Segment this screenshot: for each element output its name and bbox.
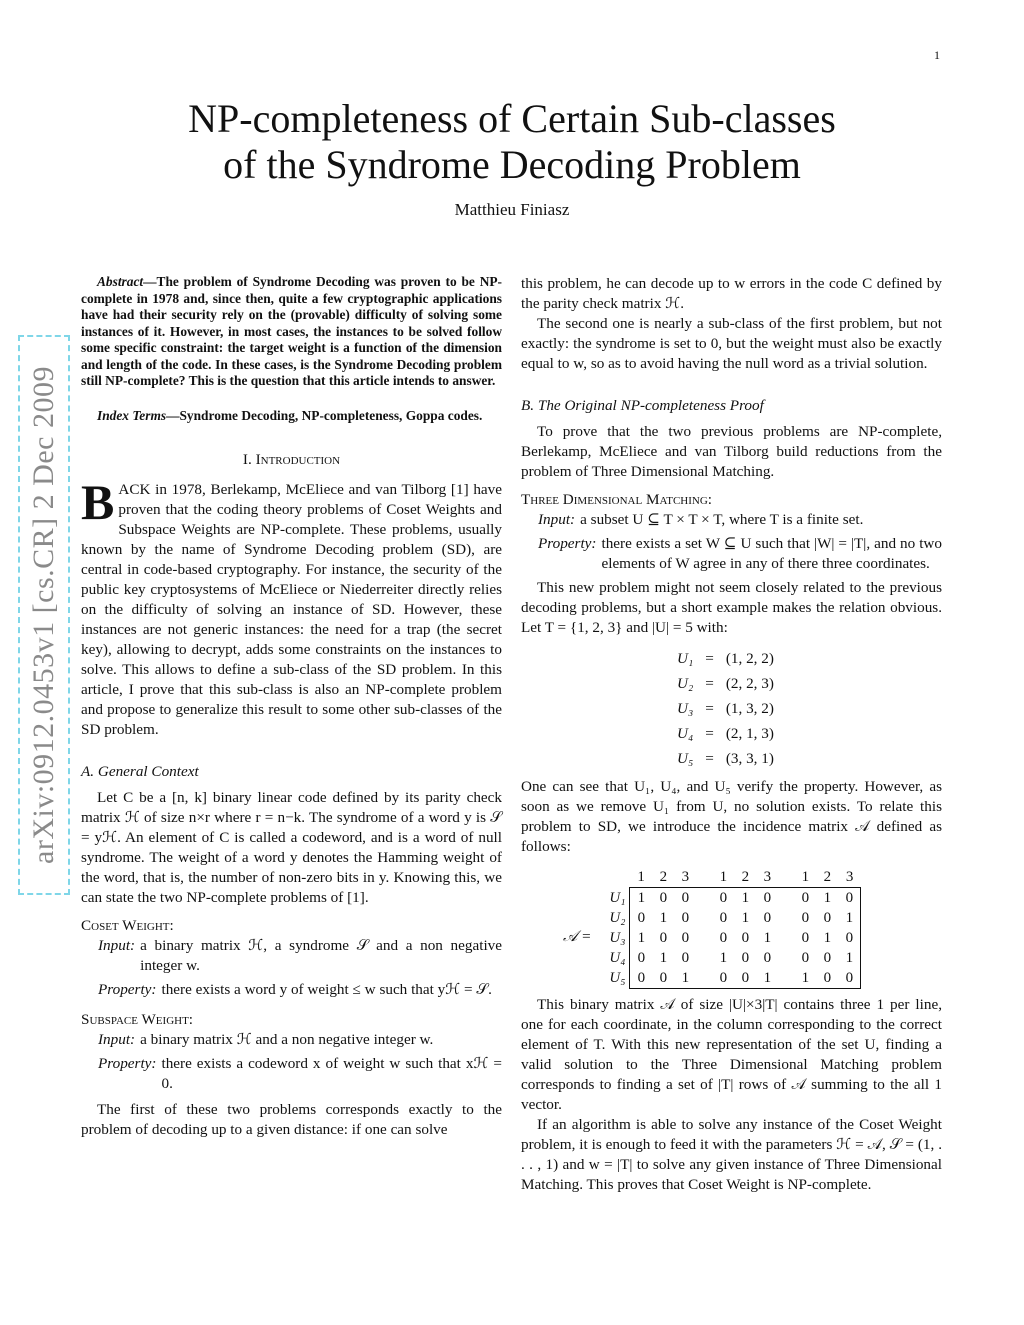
matrix-cell: 0 (734, 968, 756, 989)
matrix-cell: 0 (719, 910, 728, 926)
subspace-weight-problem (81, 1010, 502, 1094)
matrix-cell: 0 (823, 950, 832, 966)
matrix-cell: 0 (719, 930, 728, 946)
matrix-paragraph: This binary matrix 𝒜 of size |U|×3|T| contains three 1 per line, one for each coordinate, in the column corresponding to the correct element of T. With this new representation of the set U, finding a valid solution to the Three Dimensional Matching problem corresponds to finding a set of |T| rows of 𝒜 summing to the all 1 vector. (521, 996, 942, 1113)
subspace-property-label: Property: (98, 1055, 157, 1072)
index-terms (81, 408, 502, 425)
matrix-row (597, 908, 861, 928)
equation-lhs: U₂ (677, 675, 694, 692)
matrix-cell: 0 (652, 888, 674, 909)
equation-lhs: U₃ (677, 700, 694, 717)
matrix-cell: 0 (823, 910, 832, 926)
matrix-spacer (778, 888, 794, 909)
drop-cap: B (81, 474, 115, 530)
equation-lhs: U₁ (677, 650, 694, 667)
matrix-cell: 1 (734, 888, 756, 909)
matrix-cell: 0 (741, 950, 750, 966)
matrix-spacer (696, 948, 712, 968)
matrix-corner (597, 867, 630, 888)
matrix-cell: 0 (838, 968, 861, 989)
page-number: 1 (934, 48, 940, 62)
abstract-label: Abstract (97, 274, 144, 289)
abstract (81, 274, 502, 390)
matrix-cell: 0 (681, 930, 690, 946)
matrix-cell: 0 (816, 968, 838, 989)
matrix-col-header: 3 (763, 869, 772, 885)
matrix-cell: 0 (801, 930, 810, 946)
subspace-input-text: a binary matrix ℋ and a non negative integer w. (140, 1031, 434, 1048)
matrix-cell: 0 (763, 910, 772, 926)
tdm-property-label: Property: (538, 535, 597, 552)
matrix-label: 𝒜 = (563, 928, 592, 945)
coset-weight-name: Coset Weight: (81, 917, 174, 934)
matrix-col-header: 1 (801, 869, 810, 885)
matrix-cell: 0 (681, 950, 690, 966)
equation-relation: = (705, 700, 714, 717)
matrix-cell: 0 (741, 930, 750, 946)
matrix-col-header: 2 (659, 869, 668, 885)
tdm-problem (521, 490, 942, 574)
subsection-original-proof: B. The Original NP-completeness Proof (521, 397, 764, 414)
matrix-row (597, 928, 861, 948)
equation-rhs: (2, 2, 3) (725, 675, 774, 692)
matrix-cell: 0 (630, 968, 653, 989)
verify-paragraph: One can see that U₁, U₄, and U₅ verify the property. However, as soon as we remove U₁ from U, no solution exists. To relate this problem to SD, we introduce the incidence matrix 𝒜 defined as follows: (521, 778, 942, 855)
tdm-property-text: there exists a set W ⊆ U such that |W| = |T|, and no two elements of W agree in any of there three coordinates. (601, 535, 942, 572)
matrix-spacer (778, 968, 794, 989)
matrix-cell: 0 (801, 950, 810, 966)
matrix-cell: 1 (659, 910, 668, 926)
title-line-1: NP-completeness of Certain Sub-classes (188, 96, 836, 141)
title-line-2: of the Syndrome Decoding Problem (223, 142, 801, 187)
matrix-spacer (696, 928, 712, 948)
arxiv-watermark (18, 335, 70, 895)
equation-relation: = (705, 750, 714, 767)
matrix-cell: 1 (741, 910, 750, 926)
equation-row (671, 721, 780, 746)
matrix-spacer (778, 928, 794, 948)
matrix-row-label: U₁ (609, 889, 626, 906)
matrix-col-header: 3 (845, 869, 854, 885)
matrix-cell: 0 (838, 928, 861, 948)
matrix-cell: 1 (794, 968, 816, 989)
index-terms-text: —Syndrome Decoding, NP-completeness, Goppa codes. (166, 407, 483, 423)
coset-input-label: Input: (98, 937, 136, 954)
matrix-cell: 0 (712, 968, 734, 989)
matrix-cell: 1 (756, 968, 778, 989)
coset-input-text: a binary matrix ℋ, a syndrome 𝒮 and a non negative integer w. (140, 937, 502, 974)
subspace-property-text: there exists a codeword x of weight w such that xℋ = 0. (161, 1055, 502, 1092)
matrix-cell: 1 (823, 930, 832, 946)
context-paragraph: Let C be a [n, k] binary linear code defined by its parity check matrix ℋ of size n×r where r = n−k. The syndrome of a word y is 𝒮 = yℋ. An element of C is called a codeword, and is a word of null syndrome. The weight of a word y denotes the Hamming weight of the word, that is, the number of non-zero bits in y. Knowing this, we can state the two NP-complete problems of [1]. (81, 789, 502, 906)
matrix-cell: 1 (719, 950, 728, 966)
equation-row (671, 746, 780, 771)
section-introduction-title: I. Introduction (242, 451, 341, 468)
equation-rhs: (1, 3, 2) (725, 700, 774, 717)
proof-paragraph: To prove that the two previous problems are NP-complete, Berlekamp, McEliece and van Tilborg build reductions from the problem of Three Dimensional Matching. (521, 423, 942, 480)
matrix-cell: 1 (816, 888, 838, 909)
matrix-col-header: 2 (741, 869, 750, 885)
matrix-cell: 0 (801, 910, 810, 926)
right-continuation-paragraph: this problem, he can decode up to w errors in the code C defined by the parity check matrix ℋ. (521, 275, 942, 312)
arxiv-id: arXiv:0912.0453v1 [cs.CR] 2 Dec 2009 (27, 366, 60, 864)
matrix-cell: 1 (838, 948, 861, 968)
intro-text: ACK in 1978, Berlekamp, McEliece and van Tilborg [1] have proven that the coding theory problems of Coset Weights and Subspace Weights are NP-complete. These problems, usually known by the name of Syndrome Decoding problem (SD), are central in code-based cryptography. For instance, the security of the public key cryptosystems of McEliece or Niederreiter directly relies on the difficulty of solving an instance of SD. However, these instances are not generic instances: the need for a trap (the secret key), allowing to decrypt, adds some constraints on the instances to solve. This allows to define a sub-class of the SD problem. In this article, I prove that this sub-class is also an NP-complete problem and propose to generalize this result to some other sub-classes of the SD problem. (81, 481, 502, 738)
matrix-row-label: U₃ (609, 930, 626, 946)
equation-row (671, 671, 780, 696)
matrix-grid (597, 867, 861, 989)
coset-property-text: there exists a word y of weight ≤ w such that yℋ = 𝒮. (161, 981, 492, 998)
equation-relation: = (705, 675, 714, 692)
author: Matthieu Finiasz (454, 200, 570, 219)
right-column (521, 274, 942, 1195)
matrix-cell: 0 (712, 888, 734, 909)
matrix-col-header: 1 (719, 869, 728, 885)
intro-paragraph (81, 474, 502, 740)
matrix-cell: 0 (756, 888, 778, 909)
matrix-spacer (778, 948, 794, 968)
tdm-input-text: a subset U ⊆ T × T × T, where T is a finite set. (580, 511, 864, 528)
equation-relation: = (705, 650, 714, 667)
right-second-paragraph: The second one is nearly a sub-class of the first problem, but not exactly: the syndrome is set to 0, but the weight must also be exactly equal to w, so as to avoid having the null word as a trivial solution. (521, 315, 942, 372)
left-column (81, 274, 502, 1140)
matrix-col-header: 3 (681, 869, 690, 885)
example-paragraph: This new problem might not seem closely related to the previous decoding problems, but a short example makes the relation obvious. Let T = {1, 2, 3} and |U| = 5 with: (521, 579, 942, 636)
matrix-cell: 0 (630, 908, 653, 928)
matrix-row (597, 888, 861, 909)
equation-row (671, 696, 780, 721)
incidence-matrix (563, 867, 942, 989)
matrix-spacer (778, 908, 794, 928)
left-final-paragraph: The first of these two problems corresponds exactly to the problem of decoding up to a given distance: if one can solve (81, 1101, 502, 1138)
equation-lhs: U₄ (677, 725, 694, 742)
matrix-row (597, 948, 861, 968)
matrix-cell: 0 (763, 950, 772, 966)
matrix-cell: 1 (630, 888, 653, 909)
matrix-cell: 1 (838, 908, 861, 928)
matrix-spacer (778, 867, 794, 888)
subspace-weight-name: Subspace Weight: (81, 1011, 194, 1028)
matrix-cell: 1 (659, 950, 668, 966)
matrix-cell: 0 (794, 888, 816, 909)
final-paragraph: If an algorithm is able to solve any instance of the Coset Weight problem, it is enough to feed it with the parameters ℋ = 𝒜, 𝒮 = (1, . . . , 1) and w = |T| to solve any given instance of Three Dimensional Matching. This proves that Coset Weight is NP-complete. (521, 1116, 942, 1193)
paper-title (0, 96, 1024, 188)
matrix-cell: 1 (630, 928, 653, 948)
matrix-cell: 0 (630, 948, 653, 968)
matrix-cell: 0 (838, 888, 861, 909)
matrix-cell: 0 (652, 968, 674, 989)
equation-lhs: U₅ (677, 750, 694, 767)
equation-rhs: (2, 1, 3) (725, 725, 774, 742)
matrix-col-header: 2 (823, 869, 832, 885)
matrix-spacer (696, 908, 712, 928)
matrix-spacer (696, 867, 712, 888)
matrix-col-header: 1 (637, 869, 645, 885)
matrix-cell: 1 (763, 930, 772, 946)
subspace-input-label: Input: (98, 1031, 136, 1048)
coset-weight-problem (81, 916, 502, 1000)
matrix-header-row (597, 867, 861, 888)
subsection-general-context: A. General Context (81, 763, 199, 780)
index-terms-label: Index Terms (97, 407, 167, 423)
coset-property-label: Property: (98, 981, 157, 998)
equation-relation: = (705, 725, 714, 742)
tdm-name: Three Dimensional Matching: (521, 491, 712, 508)
matrix-spacer (696, 888, 712, 909)
equation-array (671, 646, 780, 771)
equation-row (671, 646, 780, 671)
matrix-row (597, 968, 861, 989)
matrix-spacer (696, 968, 712, 989)
equation-rhs: (1, 2, 2) (725, 650, 774, 667)
tdm-input-label: Input: (538, 511, 576, 528)
equation-rhs: (3, 3, 1) (725, 750, 774, 767)
matrix-row-label: U₂ (609, 910, 626, 926)
matrix-row-label: U₄ (609, 950, 626, 966)
matrix-cell: 0 (681, 910, 690, 926)
matrix-cell: 0 (659, 930, 668, 946)
matrix-cell: 1 (674, 968, 696, 989)
abstract-text: —The problem of Syndrome Decoding was proven to be NP-complete in 1978 and, since then, quite a few cryptographic applications have had their security rely on the (provable) difficulty of solving some instances of it. However, in most cases, the instances to be solved follow some specific constraint: the target weight is a function of the dimension and length of the code. In these cases, is the Syndrome Decoding problem still NP-complete? This is the question that this article intends to answer. (81, 274, 502, 388)
matrix-cell: 0 (674, 888, 696, 909)
matrix-row-label: U₅ (609, 970, 626, 987)
